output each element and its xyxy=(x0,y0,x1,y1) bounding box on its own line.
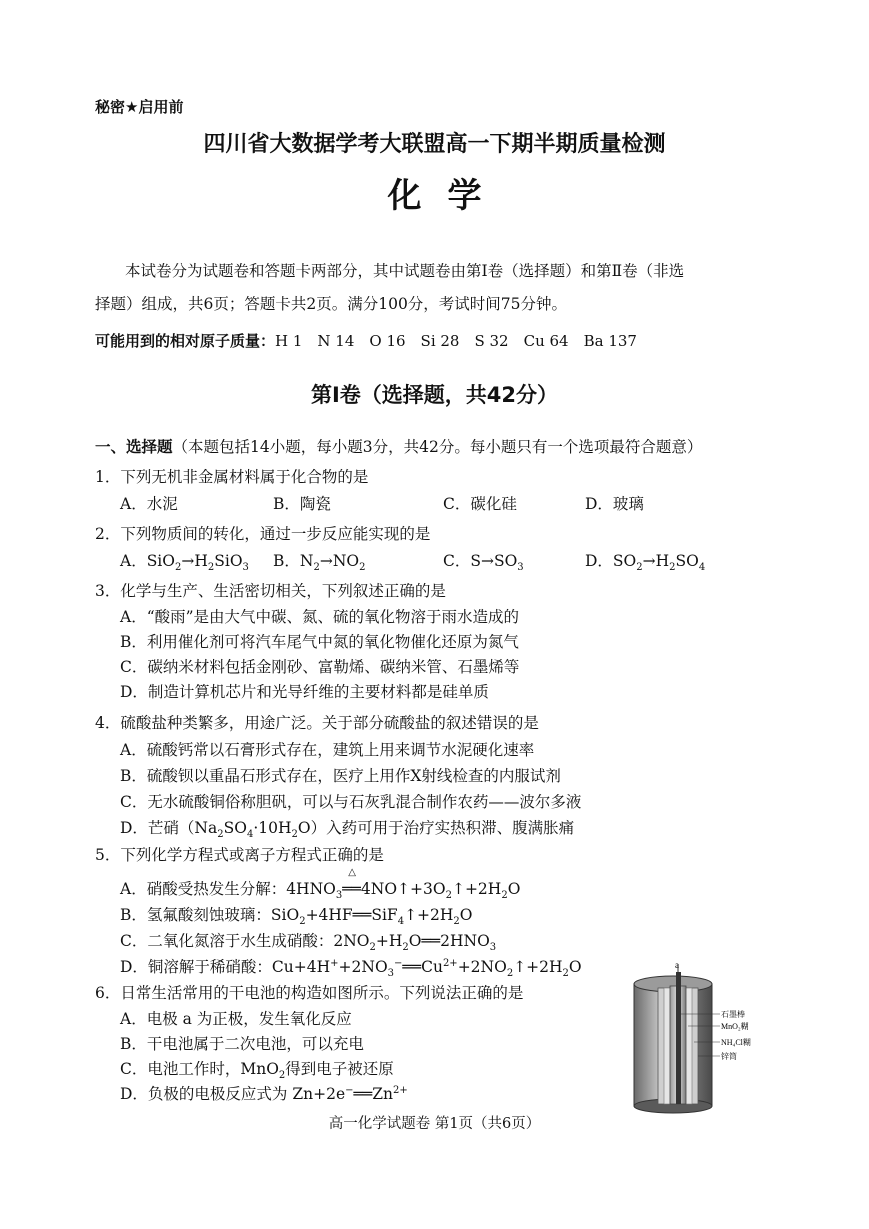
intro-line-1: 本试卷分为试题卷和答题卡两部分，其中试题卷由第Ⅰ卷（选择题）和第Ⅱ卷（非选 xyxy=(125,262,685,280)
question-3-option-c: C．碳纳米材料包括金刚砂、富勒烯、碳纳米管、石墨烯等 xyxy=(120,658,520,676)
question-6-option-d: D．负极的电极反应式为 $Zn+2e^-══Zn^{2+}$ xyxy=(120,1084,408,1103)
question-2-option-b: B．$N_2\to NO_2$ xyxy=(273,552,366,574)
section-title: 第Ⅰ卷（选择题，共42分） xyxy=(310,383,559,407)
question-5-stem: 5．下列化学方程式或离子方程式正确的是 xyxy=(95,846,384,864)
question-1-option-a: A．水泥 xyxy=(120,495,178,513)
question-5-option-c: C．二氧化氮溶于水生成硝酸：$2NO_2+H_2O══2HNO_3$ xyxy=(120,932,497,954)
question-4-stem: 4．硫酸盐种类繁多，用途广泛。关于部分硫酸盐的叙述错误的是 xyxy=(95,714,539,732)
part-heading xyxy=(95,435,702,457)
dry-cell-diagram xyxy=(620,962,770,1114)
question-3-option-a: A．“酸雨”是由大气中碳、氮、硫的氧化物溶于雨水造成的 xyxy=(120,608,520,626)
question-4-option-c: C．无水硫酸铜俗称胆矾，可以与石灰乳混合制作农药——波尔多液 xyxy=(120,793,582,811)
part-instructions: （本题包括14小题，每小题3分，共42分。每小题只有一个选项最符合题意） xyxy=(172,438,703,456)
question-2-option-c: C．$S\to SO_3$ xyxy=(443,552,524,574)
question-3-option-d: D．制造计算机芯片和光导纤维的主要材料都是硅单质 xyxy=(120,683,489,701)
atomic-masses xyxy=(95,330,637,351)
figure-label-mno2: MnO₂糊 xyxy=(721,1022,749,1031)
question-6-option-c: C．电池工作时，MnO$_2$得到电子被还原 xyxy=(120,1060,394,1082)
question-1-option-c: C．碳化硅 xyxy=(443,495,517,513)
question-5-option-b: B．氢氟酸刻蚀玻璃：$SiO_2+4HF══SiF_4↑+2H_2O$ xyxy=(120,906,473,928)
question-1-option-d: D．玻璃 xyxy=(585,495,644,513)
figure-label-zinc: 锌筒 xyxy=(721,1052,737,1061)
question-4-option-d: D．芒硝$(Na_2SO_4\cdot 10H_2O)$入药可用于治疗实热积滞、腹满胀痛 xyxy=(120,819,575,841)
question-5-option-a: A．硝酸受热发生分解：$4HNO_3$ △ $══4NO↑+3O_2↑+2H_2O$ xyxy=(120,867,521,902)
question-5-option-d: D．铜溶解于稀硝酸：$Cu+4H^++2NO_3^-══Cu^{2+}+2NO_2↑+2H_2O$ xyxy=(120,957,582,980)
confidential-label: 秘密★启用前 xyxy=(95,98,184,116)
question-4-option-b: B．硫酸钡以重晶石形式存在，医疗上用作X射线检查的内服试剂 xyxy=(120,767,561,785)
subject-title: 化学 xyxy=(387,176,508,216)
question-1-stem: 1．下列无机非金属材料属于化合物的是 xyxy=(95,468,369,486)
question-6-option-a: A．电极 a 为正极，发生氧化反应 xyxy=(120,1010,352,1028)
intro-line-2: 择题）组成，共6页；答题卡共2页。满分100分，考试时间75分钟。 xyxy=(95,295,568,313)
question-3-option-b: B．利用催化剂可将汽车尾气中氮的氧化物催化还原为氮气 xyxy=(120,633,519,651)
figure-label-graphite: 石墨棒 xyxy=(721,1010,745,1019)
exam-title: 四川省大数据学考大联盟高一下期半期质量检测 xyxy=(203,132,666,157)
atomic-masses-values: H 1 N 14 O 16 Si 28 S 32 Cu 64 Ba 137 xyxy=(275,332,637,350)
question-3-stem: 3．化学与生产、生活密切相关，下列叙述正确的是 xyxy=(95,582,446,600)
question-2-stem: 2．下列物质间的转化，通过一步反应能实现的是 xyxy=(95,525,431,543)
question-6-stem: 6．日常生活常用的干电池的构造如图所示。下列说法正确的是 xyxy=(95,984,524,1002)
question-6-option-b: B．干电池属于二次电池，可以充电 xyxy=(120,1035,364,1053)
atomic-masses-label: 可能用到的相对原子质量： xyxy=(95,332,276,350)
figure-label-nh4cl: NH₄Cl糊 xyxy=(721,1038,751,1047)
part-heading-label: 一、选择题 xyxy=(95,438,173,456)
figure-label-a: a xyxy=(675,962,679,970)
question-2-option-d: D．$SO_2\to H_2SO_4$ xyxy=(585,552,706,574)
page-footer: 高一化学试题卷 第1页（共6页） xyxy=(328,1116,541,1132)
question-2-option-a: A．$SiO_2\to H_2SiO_3$ xyxy=(120,552,249,574)
question-4-option-a: A．硫酸钙常以石膏形式存在，建筑上用来调节水泥硬化速率 xyxy=(120,741,535,759)
question-1-option-b: B．陶瓷 xyxy=(273,495,331,513)
